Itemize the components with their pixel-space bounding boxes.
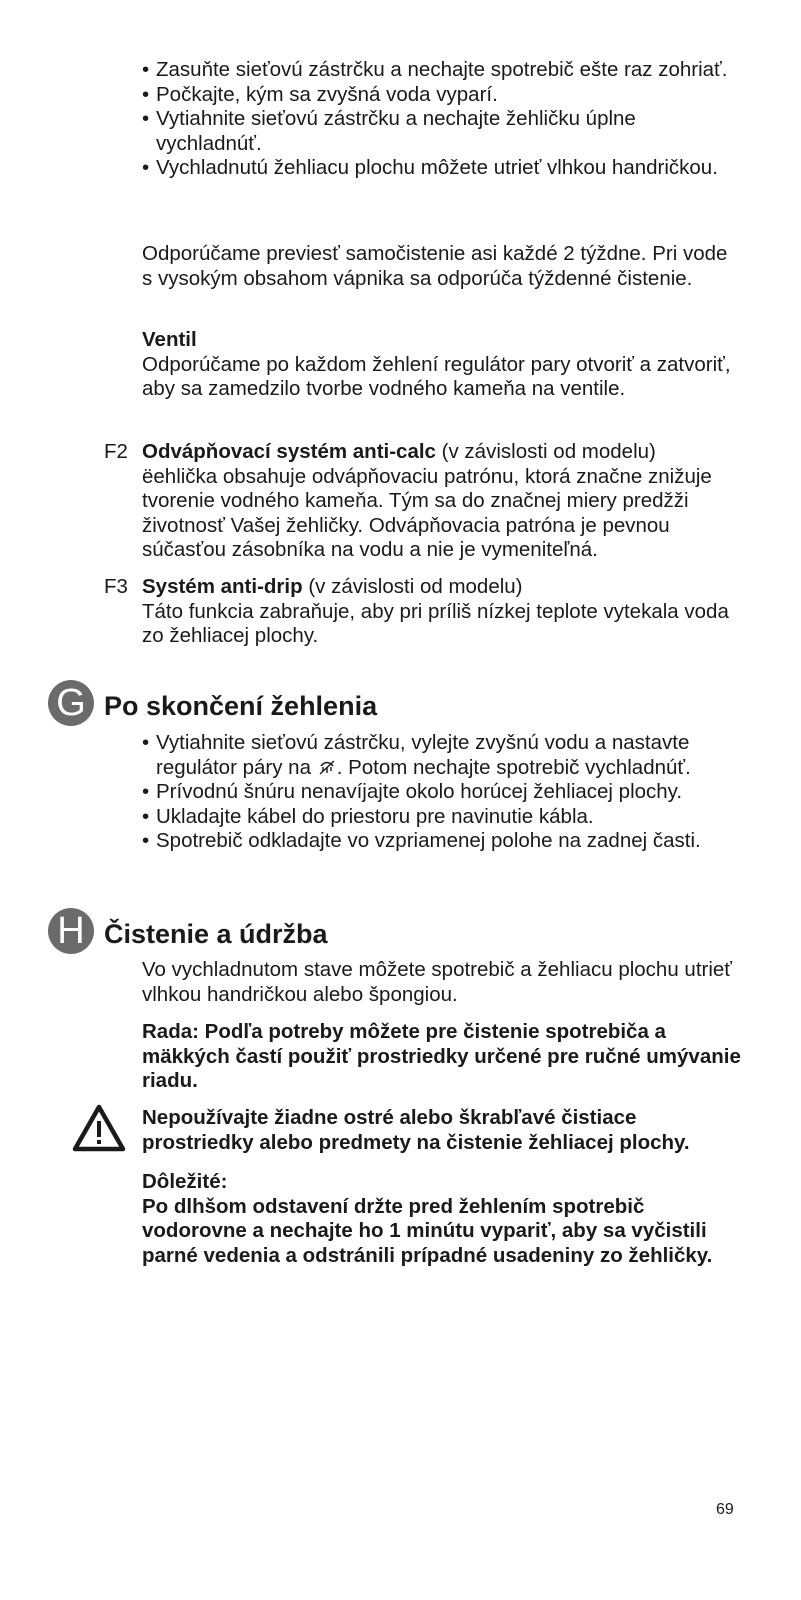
list-item: • Vytiahnite sieťovú zástrčku, vylejte zvyšnú vodu a nastavte regulátor páry na . Potom nechajte spotrebič vychladnúť. [142,731,752,780]
no-steam-icon [317,758,337,776]
list-item: • Spotrebič odkladajte vo vzpriamenej polohe na zadnej časti. [142,829,752,854]
list-item: • Vychladnutú žehliacu plochu môžete utrieť vlhkou handričkou. [142,156,742,181]
warning-triangle-icon [72,1104,126,1152]
page-number: 69 [716,1501,734,1518]
ventil-heading: Ventil [142,328,197,351]
f3-title: Systém anti-drip [142,575,303,598]
f2-title: Odvápňovací systém anti-calc [142,440,436,463]
recommendation-paragraph: Odporúčame previesť samočistenie asi každé 2 týždne. Pri vode s vysokým obsahom vápnika sa odporúča týždenné čistenie. [142,242,728,290]
section-g-title: Po skončení žehlenia [104,691,378,721]
f2-text: ëehlička obsahuje odvápňovaciu patrónu, ktorá značne znižuje tvorenie vodného kameňa. Tým sa do značnej miery predžži životnosť Vašej žehličky. Odvápňovacia patróna je pevnou súčasťou zásobníka na vodu a nie je vymeniteľná. [142,464,712,561]
important-text: Po dlhšom odstavení držte pred žehlením spotrebič vodorovne a nechajte ho 1 minútu vypariť, aby sa vyčistili parné vedenia a odstránili prípadné usadeniny zo žehličky. [142,1194,713,1267]
list-item: • Prívodnú šnúru nenavíjajte okolo horúcej žehliacej plochy. [142,780,752,805]
cleaning-intro: Vo vychladnutom stave môžete spotrebič a žehliacu plochu utrieť vlhkou handričkou alebo špongiou. [142,958,732,1006]
f2-title-suffix: (v závislosti od modelu) [435,440,656,463]
important-block [142,1170,742,1268]
list-item: • Počkajte, kým sa zvyšná voda vyparí. [142,83,742,108]
f3-item [104,575,744,649]
after-ironing-list [142,731,752,854]
f2-number: F2 [104,440,128,463]
section-g-badge: G [48,680,94,726]
section-h-badge: H [48,908,94,954]
list-item: • Zasuňte sieťovú zástrčku a nechajte spotrebič ešte raz zohriať. [142,58,742,83]
cleaning-steps-list [142,58,742,181]
important-heading: Dôležité: [142,1170,228,1193]
ventil-text: Odporúčame po každom žehlení regulátor pary otvoriť a zatvoriť, aby sa zamedzilo tvorbe vodného kameňa na ventile. [142,352,731,400]
cleaning-tip: Rada: Podľa potreby môžete pre čistenie spotrebiča a mäkkých častí použiť prostriedky určené pre ručné umývanie riadu. [142,1020,741,1092]
list-item: • Vytiahnite sieťovú zástrčku a nechajte žehličku úplne vychladnúť. [142,107,742,156]
f2-item [104,440,744,563]
f3-title-suffix: (v závislosti od modelu) [302,575,523,598]
list-item: • Ukladajte kábel do priestoru pre navinutie kábla. [142,805,752,830]
warning-text: Nepoužívajte žiadne ostré alebo škrabľavé čistiace prostriedky alebo predmety na čistenie žehliacej plochy. [142,1106,690,1154]
f3-number: F3 [104,575,128,598]
ventil-block [142,328,742,402]
f3-text: Táto funkcia zabraňuje, aby pri príliš nízkej teplote vytekala voda zo žehliacej plochy. [142,599,729,647]
section-h-title: Čistenie a údržba [104,919,328,949]
